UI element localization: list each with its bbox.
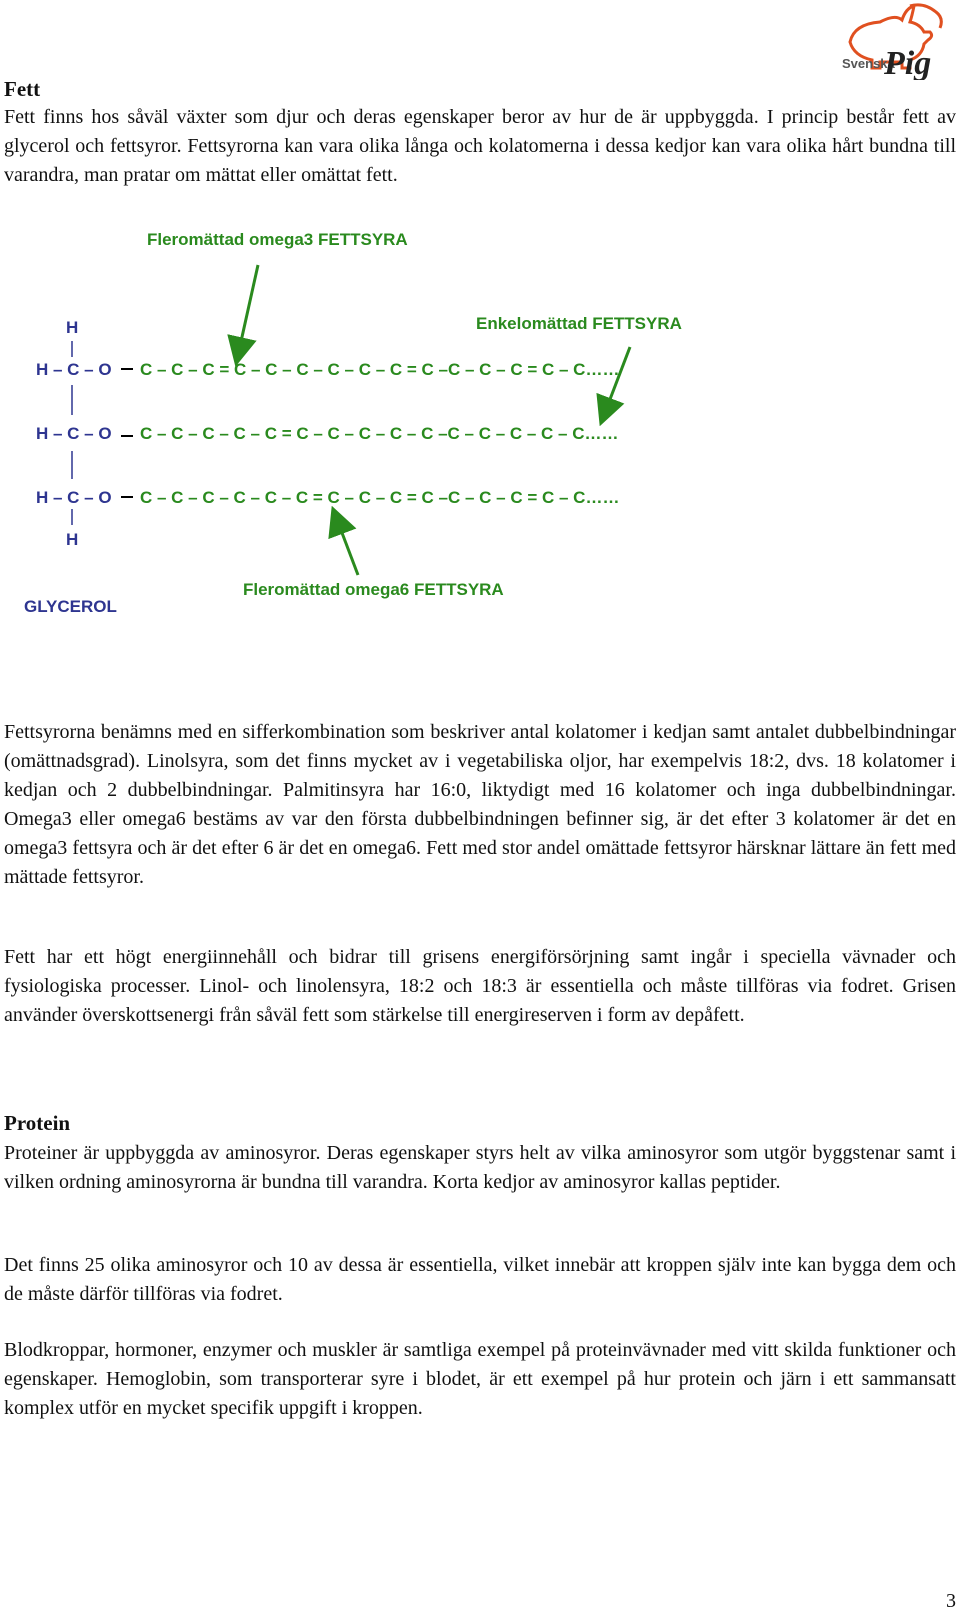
glycerol-h-bottom: H: [66, 530, 79, 549]
arrow-omega6: [336, 517, 358, 575]
arrow-monounsaturated: [604, 347, 630, 415]
glycerol-row-1: H – C – O: [36, 360, 112, 379]
logo-text-big: Pig: [884, 45, 932, 80]
fat-paragraph-2: Fettsyrorna benämns med en sifferkombination som beskriver antal kolatomer i kedjan samt antalet dubbelbindningar (omättnadsgrad). Linolsyra, som det finns mycket av i vegetabiliska oljor, har exempelvis 18:2, dvs. 18 kolatomer i kedjan och 2 dubbelbindningar. Palmitinsyra har 16:0, liktydigt med 16 kolatomer och inga dubbelbindningar. Omega3 eller omega6 bestäms av var den första dubbelbindningen befinner sig, är det efter 3 kolatomer är det en omega3 fettsyra och är det efter 6 är det en omega6. Fett med stor andel omättade fettsyror härsknar lättare än fett med mättade fettsyror.: [4, 721, 956, 888]
glycerol-row-3: H – C – O: [36, 488, 112, 507]
chain-row-2: C – C – C – C – C = C – C – C – C – C –C – C – C – C – C……: [140, 424, 619, 443]
protein-paragraph-3: Blodkroppar, hormoner, enzymer och muskler är samtliga exempel på proteinvävnader med vitt skilda funktioner och egenskaper. Hemoglobin, som transporterar syre i blodet, är ett exempel på hur protein och järn i ett sammansatt komplex utför en mycket specifik uppgift i kroppen.: [4, 1339, 956, 1419]
label-omega3: Fleromättad omega3 FETTSYRA: [147, 230, 408, 249]
glycerol-row-2: H – C – O: [36, 424, 112, 443]
protein-paragraph-2: Det finns 25 olika aminosyror och 10 av dessa är essentiella, vilket innebär att kroppen själv inte kan bygga dem och de måste därför tillföras via fodret.: [4, 1254, 956, 1305]
glycerol-h-top: H: [66, 318, 79, 337]
chain-row-3: C – C – C – C – C – C = C – C – C = C –C – C – C = C – C……: [140, 488, 620, 507]
ester-bonds: [121, 369, 133, 497]
arrow-omega3: [238, 265, 258, 355]
heading-fett: Fett: [4, 77, 41, 101]
label-monounsaturated: Enkelomättad FETTSYRA: [476, 314, 682, 333]
heading-protein: Protein: [4, 1111, 71, 1135]
label-glycerol: GLYCEROL: [24, 597, 117, 616]
fatty-acid-diagram: [0, 225, 960, 645]
label-omega6: Fleromättad omega6 FETTSYRA: [243, 580, 504, 599]
chain-row-1: C – C – C = C – C – C – C – C – C = C –C – C – C = C – C……: [140, 360, 620, 379]
fat-paragraph-3: Fett har ett högt energiinnehåll och bidrar till grisens energiförsörjning samt ingår i speciella vävnader och fysiologiska processer. Linol- och linolensyra, 18:2 och 18:3 är essentiella och måste tillföras via fodret. Grisen använder överskottsenergi från såväl fett som stärkelse till energireserven i form av depåfett.: [4, 946, 956, 1026]
svenska-pig-logo: [840, 2, 956, 80]
protein-paragraph-1: Proteiner är uppbyggda av aminosyror. Deras egenskaper styrs helt av vilka aminosyror som utgör byggstenar samt i vilken ordning aminosyrorna är bundna till varandra. Korta kedjor av aminosyror kallas peptider.: [4, 1142, 956, 1193]
fat-paragraph-1: Fett finns hos såväl växter som djur och deras egenskaper beror av hur de är uppbyggda. I princip består fett av glycerol och fettsyror. Fettsyrorna kan vara olika långa och kolatomerna i dessa kedjor kan vara olika hårt bundna till varandra, man pratar om mättat eller omättat fett.: [4, 106, 956, 186]
page-number: 3: [946, 1590, 956, 1612]
logo-text-small: Svenska: [842, 56, 895, 71]
